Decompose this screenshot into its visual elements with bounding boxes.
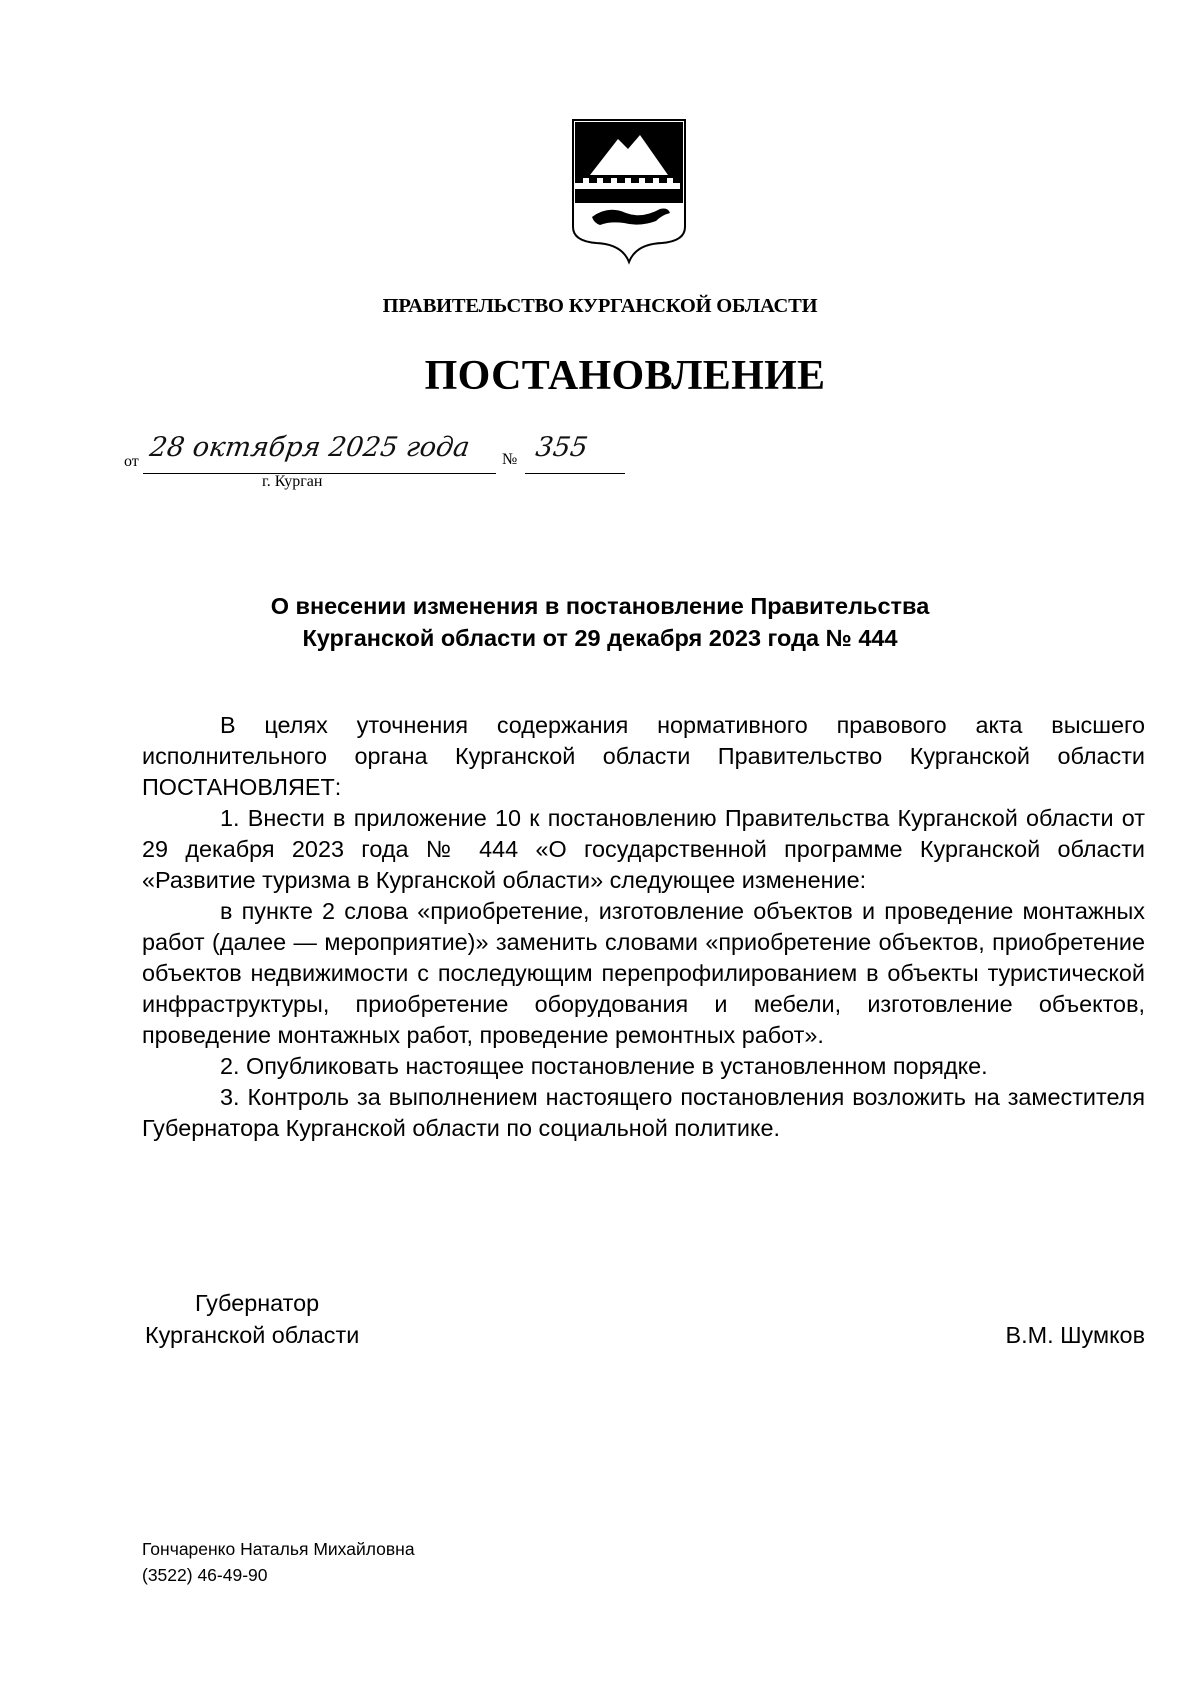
paragraph-item-1-change: в пункте 2 слова «приобретение, изготовление объектов и проведение монтажных работ (далее — мероприятие)» заменить словами «приобретение объектов, приобретение объектов недвижимости с последующим перепрофилированием в объекты туристической инфраструктуры, приобретение оборудования и мебели, изготовление объектов, проведение монтажных работ, проведение ремонтных работ». xyxy=(142,898,1145,1048)
paragraph-item-2: 2. Опубликовать настоящее постановление в установленном порядке. xyxy=(220,1053,988,1079)
signatory-name: В.М. Шумков xyxy=(1005,1322,1145,1348)
executor-name: Гончаренко Наталья Михайловна xyxy=(142,1539,415,1559)
city: г. Курган xyxy=(262,473,323,490)
document-number: 355 xyxy=(533,432,590,463)
signatory-position-line-1: Губернатор xyxy=(195,1290,320,1316)
coat-of-arms-icon xyxy=(570,117,688,265)
paragraph-item-1: 1. Внести в приложение 10 к постановлению Правительства Курганской области от 29 декабря 2023 года № 444 «О государственной программе Курганской области «Развитие туризма в Курганской области» следующее изменение: xyxy=(142,805,1145,893)
document-type: ПОСТАНОВЛЕНИЕ xyxy=(424,353,826,399)
government-name: ПРАВИТЕЛЬСТВО КУРГАНСКОЙ ОБЛАСТИ xyxy=(382,295,818,317)
number-underline xyxy=(525,473,625,474)
number-label: № xyxy=(502,451,518,468)
title-line-1: О внесении изменения в постановление Правительства xyxy=(270,593,930,619)
paragraph-preamble: В целях уточнения содержания нормативного правового акта высшего исполнительного органа Курганской области Правительство Курганской области ПОСТАНОВЛЯЕТ: xyxy=(142,712,1145,800)
document-date: 28 октября 2025 года xyxy=(147,432,472,463)
paragraph-item-3: 3. Контроль за выполнением настоящего постановления возложить на заместителя Губернатора Курганской области по социальной политике. xyxy=(142,1084,1145,1141)
executor-phone: (3522) 46-49-90 xyxy=(142,1565,268,1585)
document-body xyxy=(142,710,1145,1144)
document-title xyxy=(0,590,1200,654)
date-label: от xyxy=(124,453,139,470)
signatory-position-line-2: Курганской области xyxy=(145,1322,360,1348)
title-line-2: Курганской области от 29 декабря 2023 года № 444 xyxy=(302,625,898,651)
